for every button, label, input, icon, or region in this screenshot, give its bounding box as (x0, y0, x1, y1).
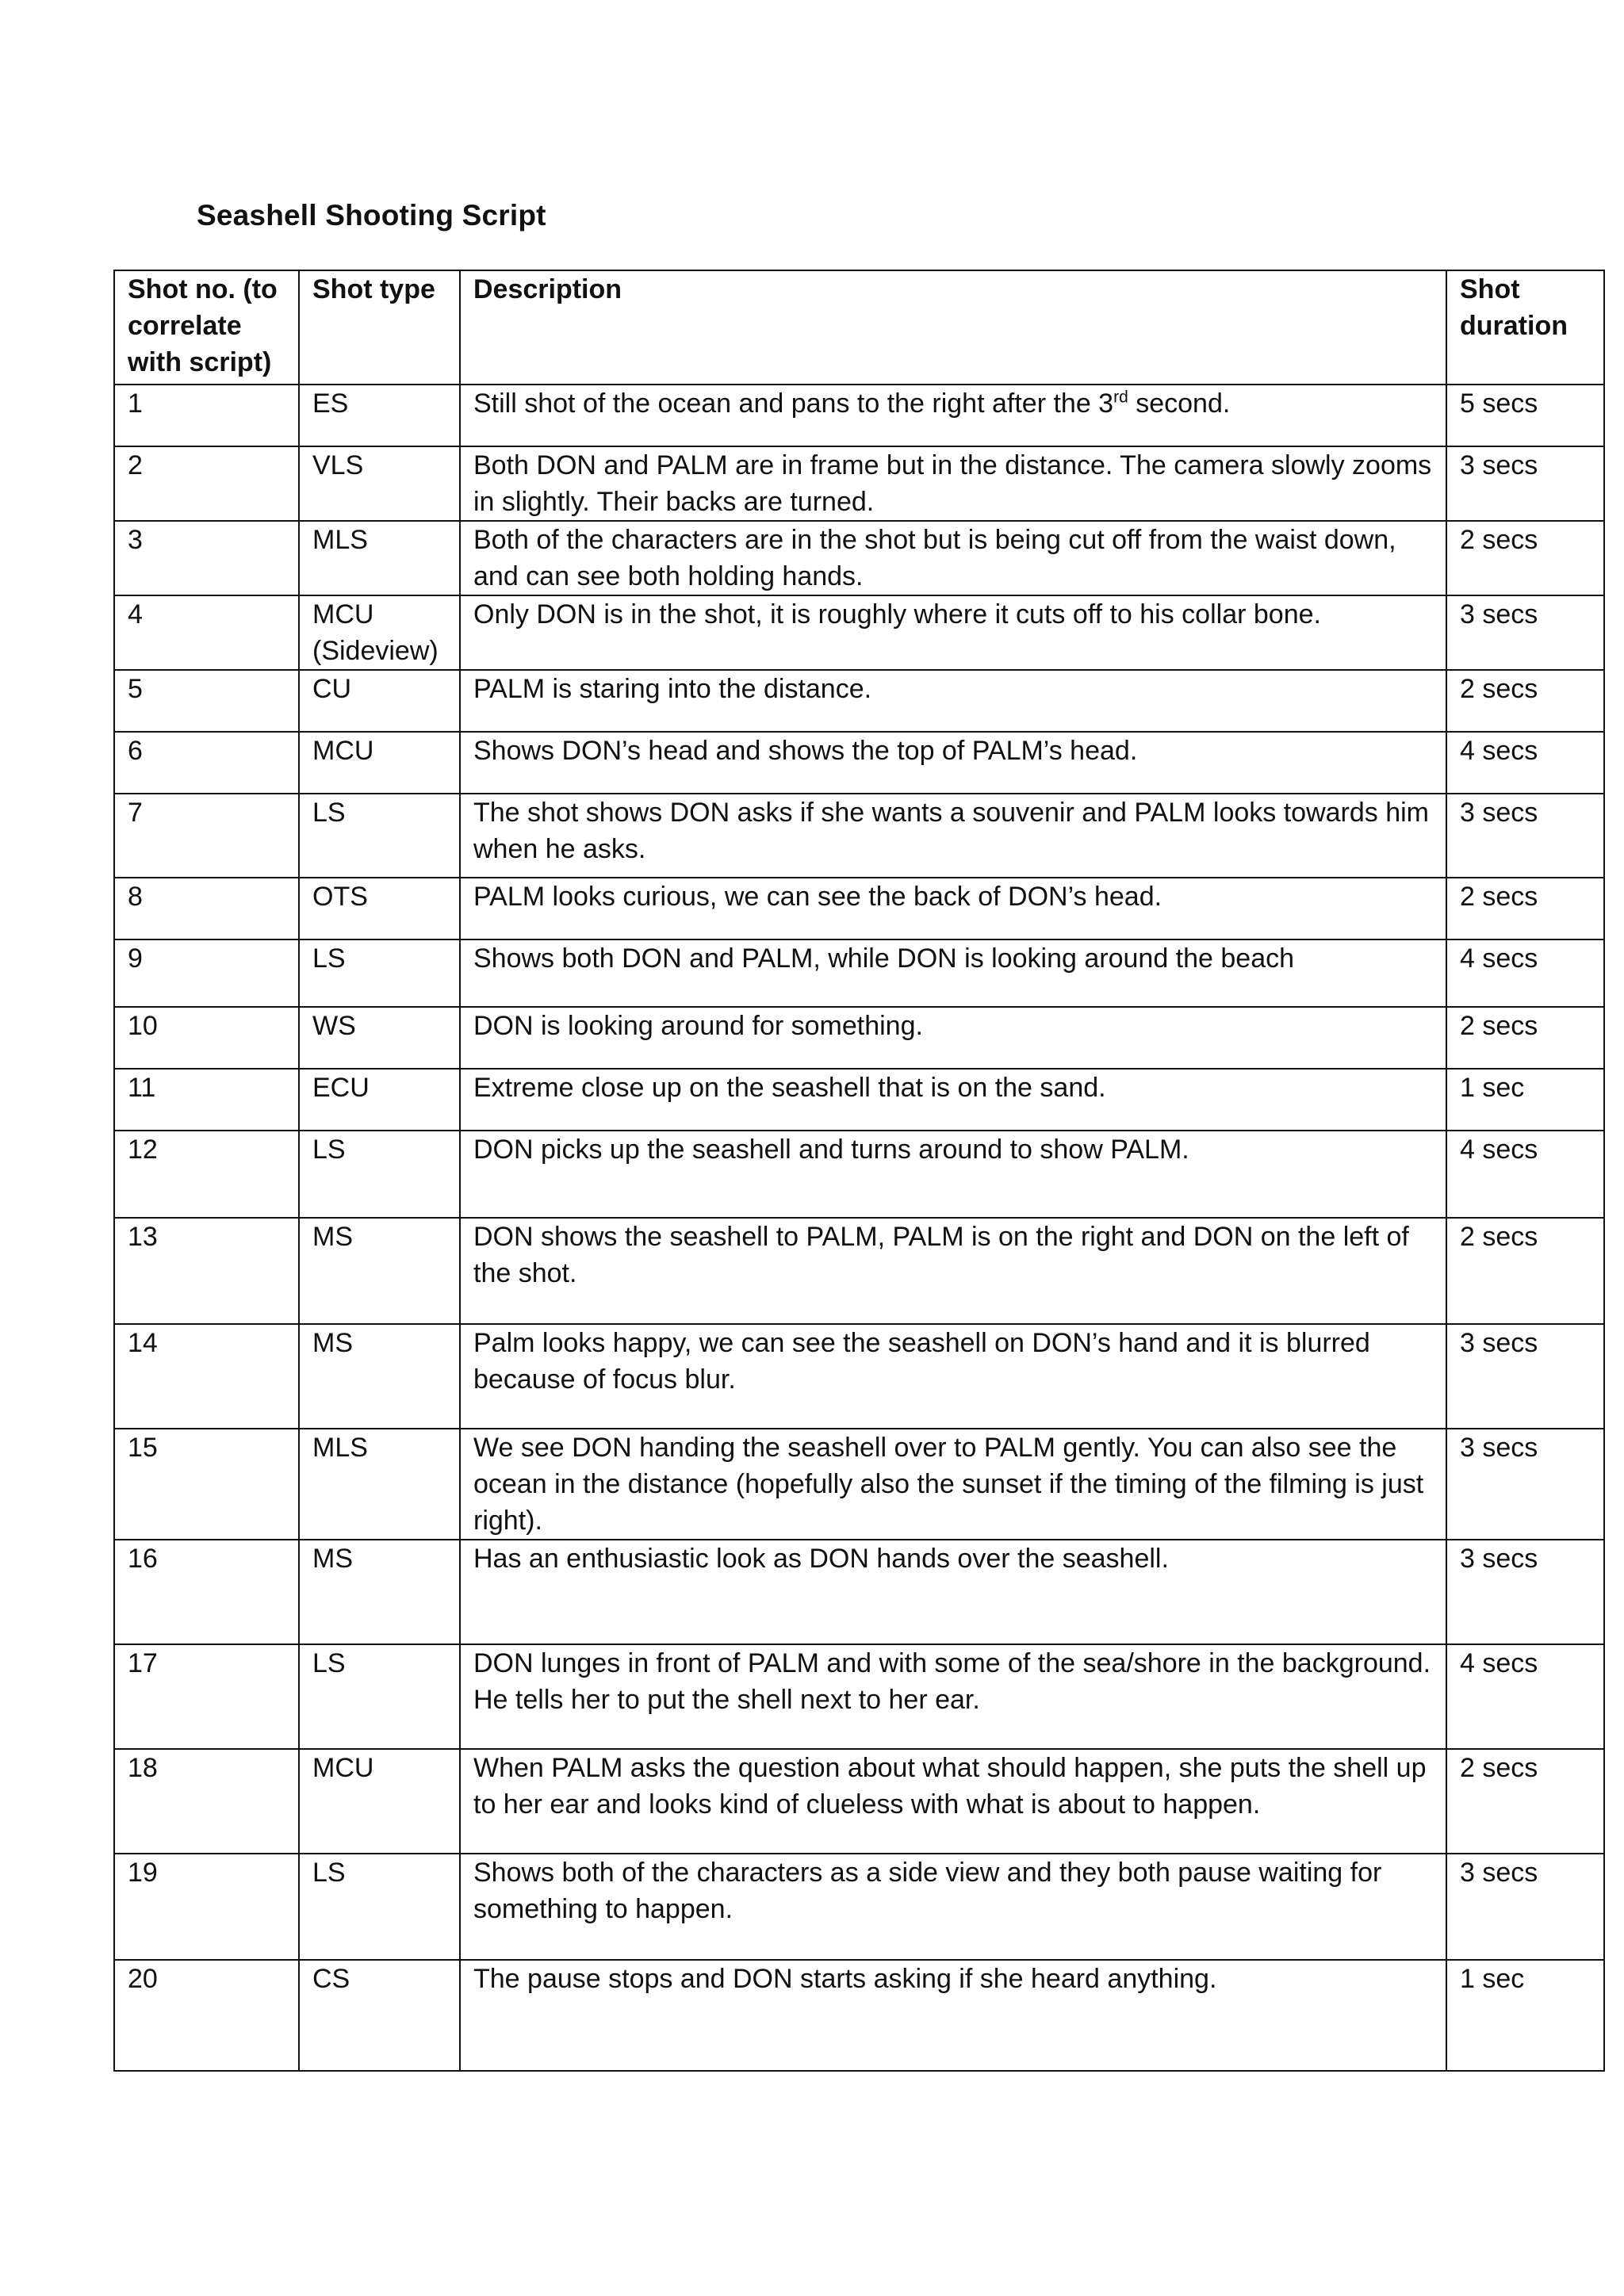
description-cell: DON shows the seashell to PALM, PALM is on the right and DON on the left of the shot. (460, 1218, 1446, 1324)
shot-type-cell: LS (299, 794, 460, 878)
shooting-script-table (113, 270, 1605, 2072)
shot-type-cell: MLS (299, 1429, 460, 1540)
table-row (114, 1218, 1604, 1324)
shot-type-cell: ECU (299, 1069, 460, 1131)
description-cell: Only DON is in the shot, it is roughly where it cuts off to his collar bone. (460, 595, 1446, 670)
shot-type-cell: LS (299, 1131, 460, 1218)
description-cell: Has an enthusiastic look as DON hands over the seashell. (460, 1540, 1446, 1644)
table-row (114, 446, 1604, 521)
description-superscript: rd (1113, 388, 1128, 407)
description-cell: The shot shows DON asks if she wants a souvenir and PALM looks towards him when he asks. (460, 794, 1446, 878)
shot-no-cell: 4 (114, 595, 299, 670)
description-cell (460, 385, 1446, 446)
shot-type-cell: LS (299, 1854, 460, 1960)
table-row (114, 1540, 1604, 1644)
shot-no-cell: 11 (114, 1069, 299, 1131)
page-title: Seashell Shooting Script (197, 199, 546, 232)
duration-cell: 3 secs (1446, 794, 1604, 878)
table-row (114, 1960, 1604, 2071)
shot-type-cell: OTS (299, 878, 460, 939)
table-row (114, 1069, 1604, 1131)
shot-type-cell: WS (299, 1007, 460, 1069)
shot-no-cell: 8 (114, 878, 299, 939)
duration-cell: 3 secs (1446, 595, 1604, 670)
duration-cell: 2 secs (1446, 1749, 1604, 1854)
description-cell: Both of the characters are in the shot but is being cut off from the waist down, and can see both holding hands. (460, 521, 1446, 595)
duration-cell: 1 sec (1446, 1069, 1604, 1131)
shot-type-cell: MLS (299, 521, 460, 595)
header-shot-type: Shot type (299, 270, 460, 385)
table-row (114, 1429, 1604, 1540)
shot-no-cell: 1 (114, 385, 299, 446)
duration-cell: 3 secs (1446, 1324, 1604, 1429)
table-row (114, 670, 1604, 732)
shot-type-cell: MS (299, 1540, 460, 1644)
shot-no-cell: 5 (114, 670, 299, 732)
description-cell: Extreme close up on the seashell that is on the sand. (460, 1069, 1446, 1131)
description-cell: PALM is staring into the distance. (460, 670, 1446, 732)
shot-no-cell: 17 (114, 1644, 299, 1749)
table-row (114, 878, 1604, 939)
duration-cell: 2 secs (1446, 1007, 1604, 1069)
table-header-row (114, 270, 1604, 385)
description-cell: Shows both DON and PALM, while DON is looking around the beach (460, 939, 1446, 1007)
table-row (114, 1644, 1604, 1749)
description-cell: PALM looks curious, we can see the back of DON’s head. (460, 878, 1446, 939)
description-cell: We see DON handing the seashell over to PALM gently. You can also see the ocean in the distance (hopefully also the sunset if the timing of the filming is just right). (460, 1429, 1446, 1540)
duration-cell: 2 secs (1446, 670, 1604, 732)
table-row (114, 794, 1604, 878)
duration-cell: 2 secs (1446, 521, 1604, 595)
description-cell: Both DON and PALM are in frame but in the distance. The camera slowly zooms in slightly. Their backs are turned. (460, 446, 1446, 521)
duration-cell: 1 sec (1446, 1960, 1604, 2071)
shot-type-cell: ES (299, 385, 460, 446)
table-row (114, 1131, 1604, 1218)
duration-cell: 4 secs (1446, 1644, 1604, 1749)
table-row (114, 939, 1604, 1007)
shot-type-cell: MS (299, 1324, 460, 1429)
shot-type-cell: LS (299, 1644, 460, 1749)
duration-cell: 5 secs (1446, 385, 1604, 446)
shot-no-cell: 12 (114, 1131, 299, 1218)
shot-type-cell: CS (299, 1960, 460, 2071)
table-row (114, 1324, 1604, 1429)
shot-type-cell: CU (299, 670, 460, 732)
shot-no-cell: 15 (114, 1429, 299, 1540)
shot-type-cell: MCU (299, 1749, 460, 1854)
header-duration: Shot duration (1446, 270, 1604, 385)
table-row (114, 1007, 1604, 1069)
duration-cell: 4 secs (1446, 732, 1604, 794)
description-text-end: second. (1128, 388, 1231, 419)
description-cell: DON is looking around for something. (460, 1007, 1446, 1069)
duration-cell: 4 secs (1446, 1131, 1604, 1218)
shot-no-cell: 18 (114, 1749, 299, 1854)
shot-no-cell: 14 (114, 1324, 299, 1429)
description-cell: Shows both of the characters as a side view and they both pause waiting for something to happen. (460, 1854, 1446, 1960)
shot-no-cell: 9 (114, 939, 299, 1007)
header-description: Description (460, 270, 1446, 385)
table-row (114, 385, 1604, 446)
table-row (114, 595, 1604, 670)
description-text: Still shot of the ocean and pans to the right after the 3 (473, 388, 1114, 419)
shot-no-cell: 20 (114, 1960, 299, 2071)
duration-cell: 3 secs (1446, 446, 1604, 521)
shot-no-cell: 13 (114, 1218, 299, 1324)
shot-no-cell: 19 (114, 1854, 299, 1960)
description-cell: When PALM asks the question about what should happen, she puts the shell up to her ear and looks kind of clueless with what is about to happen. (460, 1749, 1446, 1854)
shot-no-cell: 2 (114, 446, 299, 521)
shot-no-cell: 7 (114, 794, 299, 878)
table-row (114, 521, 1604, 595)
duration-cell: 2 secs (1446, 1218, 1604, 1324)
description-cell: The pause stops and DON starts asking if she heard anything. (460, 1960, 1446, 2071)
shot-type-cell: MS (299, 1218, 460, 1324)
shot-type-cell: VLS (299, 446, 460, 521)
description-cell: DON picks up the seashell and turns around to show PALM. (460, 1131, 1446, 1218)
shot-no-cell: 3 (114, 521, 299, 595)
shot-type-cell: MCU (299, 732, 460, 794)
shot-no-cell: 16 (114, 1540, 299, 1644)
description-cell: Palm looks happy, we can see the seashell on DON’s hand and it is blurred because of focus blur. (460, 1324, 1446, 1429)
shot-no-cell: 10 (114, 1007, 299, 1069)
table-row (114, 1749, 1604, 1854)
description-cell: Shows DON’s head and shows the top of PALM’s head. (460, 732, 1446, 794)
description-cell: DON lunges in front of PALM and with some of the sea/shore in the background. He tells her to put the shell next to her ear. (460, 1644, 1446, 1749)
table-row (114, 732, 1604, 794)
shot-type-cell: LS (299, 939, 460, 1007)
table-row (114, 1854, 1604, 1960)
duration-cell: 3 secs (1446, 1854, 1604, 1960)
duration-cell: 3 secs (1446, 1429, 1604, 1540)
duration-cell: 3 secs (1446, 1540, 1604, 1644)
duration-cell: 2 secs (1446, 878, 1604, 939)
header-shot-no: Shot no. (to correlate with script) (114, 270, 299, 385)
shot-no-cell: 6 (114, 732, 299, 794)
duration-cell: 4 secs (1446, 939, 1604, 1007)
shot-type-cell: MCU (Sideview) (299, 595, 460, 670)
